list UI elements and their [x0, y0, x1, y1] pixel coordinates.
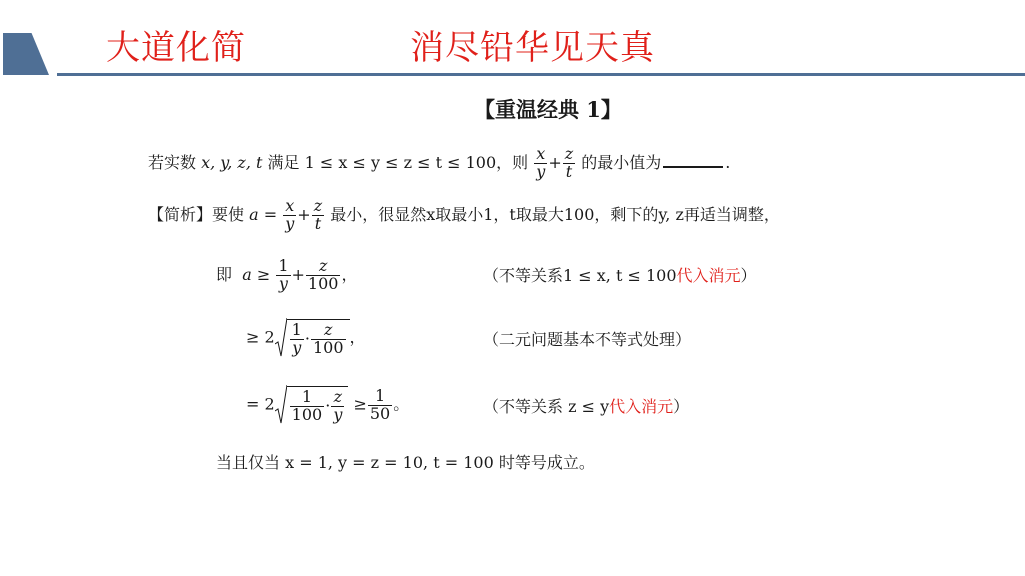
frac-den: 100 — [307, 273, 339, 293]
note-red-text: 代入消元 — [609, 397, 674, 416]
frac-num: 1 — [278, 256, 289, 275]
note-red-text: 代入消元 — [676, 266, 741, 285]
step-ge: ≥ — [353, 394, 367, 414]
frac-num: z — [313, 196, 323, 215]
frac-den: y — [285, 213, 295, 233]
problem-end: . — [725, 152, 731, 172]
frac-den: y — [292, 338, 302, 357]
frac-num: x — [283, 198, 296, 216]
banner-right-text: 消尽铅华见天真 — [410, 28, 655, 68]
frac-den: t — [314, 213, 322, 233]
step-2-note — [483, 327, 691, 350]
analysis-tail: 最小，很显然x取最小1，t取最大100，剩下的y, z再适当调整， — [330, 204, 780, 224]
step-3 — [246, 385, 409, 425]
problem-tail: 的最小值为 — [581, 152, 662, 172]
fraction — [312, 198, 324, 233]
fraction — [276, 258, 290, 293]
note-text: （不等关系1 ≤ x, t ≤ 100 — [483, 266, 677, 285]
frac-den: 100 — [312, 338, 344, 357]
frac-den: y — [536, 161, 546, 181]
note-text: （不等关系 z ≤ y — [483, 397, 610, 416]
analysis-line: 【简析】要使 a = $\frac{x}{y}$ + $\frac{z}{t}$ 最小，很显然x取最小1，t取最大100，剩下的y, z再适当调整， — [148, 196, 780, 233]
radicand: $\frac{1}{100}$ · $\frac{z}{y}$ — [287, 386, 349, 424]
fraction — [311, 322, 346, 357]
step-end: ， — [349, 327, 366, 347]
note-close: ） — [740, 266, 757, 285]
problem-then: ，则 — [496, 152, 529, 172]
fraction — [563, 146, 575, 181]
problem-condition: 1 ≤ x ≤ y ≤ z ≤ t ≤ 100 — [304, 152, 497, 172]
step-1: 即 a ≥ $\frac{1}{y}$ + $\frac{z}{100}$ ， — [216, 256, 358, 293]
note-close: ） — [673, 397, 690, 416]
frac-num: 1 — [290, 389, 325, 407]
step-expr: a ≥ — [242, 264, 271, 284]
problem-condition-lead: 满足 — [267, 152, 300, 172]
problem-prefix: 若实数 — [148, 152, 197, 172]
frac-den: y — [333, 405, 343, 424]
step-expr: ≥ 2 — [246, 327, 275, 347]
sqrt-symbol — [275, 385, 349, 425]
frac-num: 1 — [291, 320, 302, 340]
problem-vars: x, y, z, t — [201, 152, 263, 172]
page-title: 【重温经典 1】 — [474, 97, 622, 122]
conclusion: 当且仅当 x = 1, y = z = 10, t = 100 时等号成立。 — [216, 453, 595, 472]
frac-num: z — [306, 258, 341, 276]
step-expr: = 2 — [246, 394, 275, 414]
frac-den: t — [565, 161, 573, 181]
note-text: （二元问题基本不等式处理） — [483, 330, 692, 349]
step-1-note — [483, 263, 757, 286]
fraction — [331, 389, 344, 424]
header-divider — [57, 73, 1025, 76]
fraction — [368, 385, 392, 423]
step-3-note — [483, 394, 689, 417]
fraction — [283, 198, 296, 233]
radicand: $\frac{1}{y}$ · $\frac{z}{100}$ — [287, 319, 350, 357]
frac-num: x — [534, 146, 547, 164]
sqrt-symbol — [275, 318, 350, 358]
fraction — [290, 322, 304, 357]
step-lead: 即 — [216, 264, 233, 284]
step-end: 。 — [393, 394, 410, 414]
frac-den: y — [278, 273, 288, 293]
frac-num: z — [564, 144, 574, 163]
banner-left-text: 大道化简 — [106, 28, 246, 68]
frac-num: z — [331, 389, 344, 407]
analysis-label: 【简析】要使 — [148, 204, 245, 224]
frac-num: 1 — [368, 388, 392, 406]
fraction — [306, 258, 341, 293]
answer-blank — [663, 166, 723, 168]
fraction — [534, 146, 547, 181]
fraction — [290, 389, 325, 424]
corner-decoration — [3, 33, 49, 75]
step-end: ， — [341, 264, 358, 284]
frac-den: 100 — [291, 405, 323, 424]
frac-den: 50 — [369, 403, 391, 423]
step-2 — [246, 318, 366, 358]
problem-statement: 若实数 x, y, z, t 满足 1 ≤ x ≤ y ≤ z ≤ t ≤ 100，则 $\frac{x}{y}$ + $\frac{z}{t}$ 的最小值为 . — [148, 144, 731, 181]
analysis-var: a — [249, 204, 259, 224]
frac-num: z — [311, 322, 346, 340]
